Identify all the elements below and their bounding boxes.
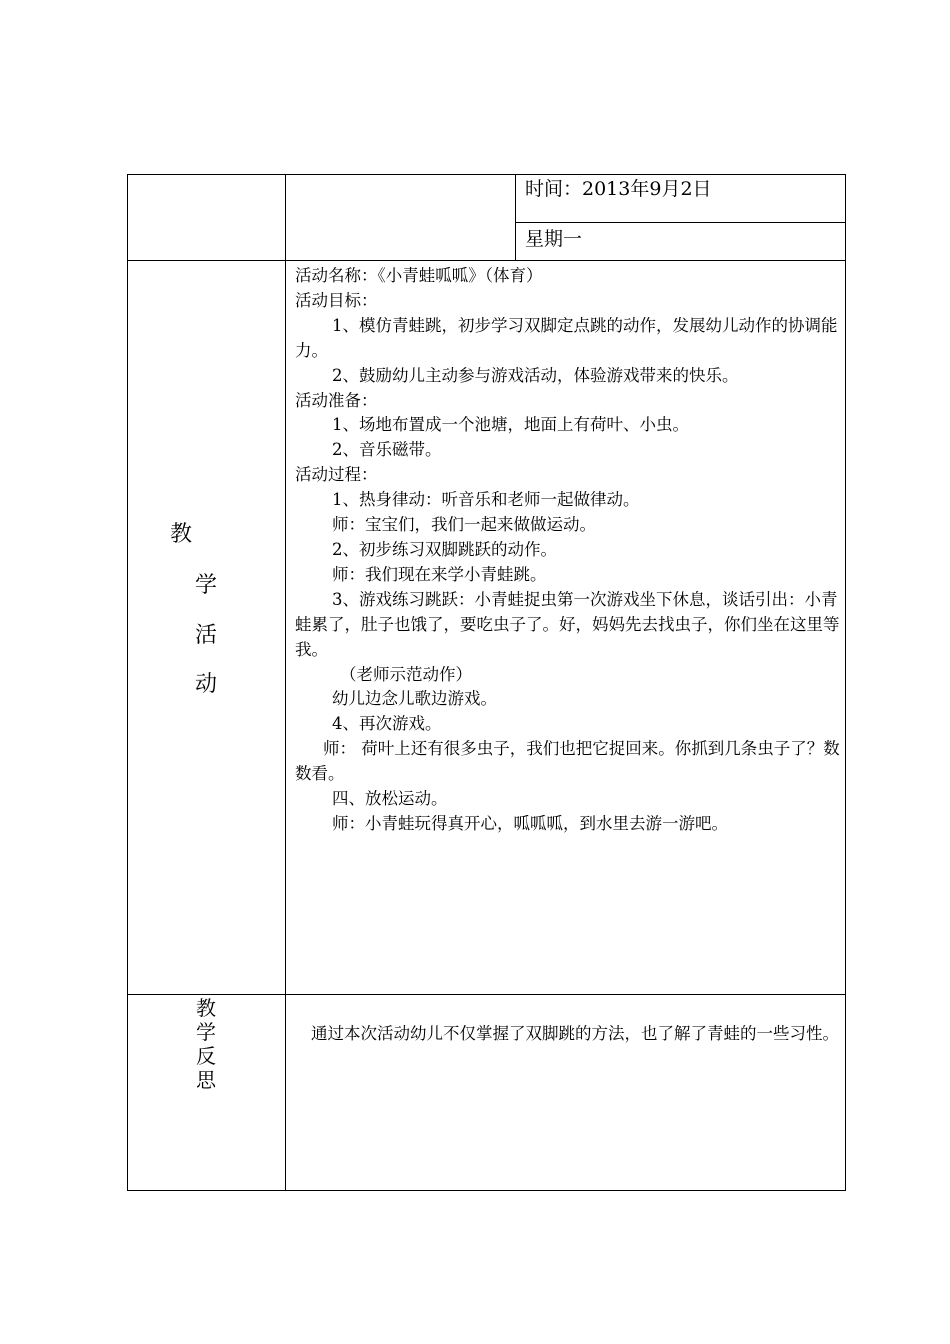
section-heading: 活动目标： [295, 290, 378, 310]
label-char: 学 [195, 573, 218, 598]
date-cell: 时间：2013年9月2日 [525, 178, 712, 200]
process-item: 师： 荷叶上还有很多虫子，我们也把它捉回来。你抓到几条虫子了？数数看。 [295, 739, 840, 784]
goal-item: 2、鼓励幼儿主动参与游戏活动，体验游戏带来的快乐。 [332, 365, 739, 385]
divider-col1 [285, 174, 286, 1191]
label-char: 教 [196, 996, 216, 1020]
process-item: 师：小青蛙玩得真开心，呱呱呱，到水里去游一游吧。 [332, 813, 728, 833]
process-item: 1、热身律动：听音乐和老师一起做律动。 [332, 490, 640, 510]
reflection-text: 通过本次活动幼儿不仅掌握了双脚跳的方法，也了解了青蛙的一些习性。 [311, 1024, 839, 1043]
prep-item: 1、场地布置成一个池塘，地面上有荷叶、小虫。 [332, 415, 689, 435]
section-heading: 活动准备： [295, 390, 378, 410]
process-item: 师：宝宝们，我们一起来做做运动。 [332, 515, 596, 535]
weekday-cell: 星期一 [525, 228, 583, 250]
prep-item: 2、音乐磁带。 [332, 440, 442, 460]
divider-header-col [515, 174, 516, 260]
goal-item: 1、模仿青蛙跳，初步学习双脚定点跳的动作，发展幼儿动作的协调能力。 [295, 315, 838, 360]
divider-row1 [127, 260, 846, 261]
process-item: 3、游戏练习跳跃：小青蛙捉虫第一次游戏坐下休息，谈话引出：小青蛙累了，肚子也饿了，要吃虫子了。好，妈妈先去找虫子，你们坐在这里等我。 [295, 589, 840, 659]
divider-header-mid [515, 222, 846, 223]
activity-title: 活动名称：《小青蛙呱呱》（体育） [295, 266, 543, 285]
process-item: 师：我们现在来学小青蛙跳。 [332, 564, 547, 584]
process-item: 幼儿边念儿歌边游戏。 [332, 689, 497, 709]
process-item: 2、初步练习双脚跳跃的动作。 [332, 539, 557, 559]
process-item: 四、放松运动。 [332, 789, 448, 809]
activity-content [295, 264, 843, 837]
label-char: 思 [196, 1068, 216, 1092]
label-char: 动 [195, 672, 218, 697]
label-char: 反 [196, 1044, 216, 1068]
label-char: 活 [195, 623, 218, 648]
label-char: 学 [196, 1020, 216, 1044]
label-char: 教 [170, 522, 193, 547]
section-heading: 活动过程： [295, 465, 378, 485]
process-item: 4、再次游戏。 [332, 714, 442, 734]
process-item: （老师示范动作） [340, 664, 472, 684]
divider-row2 [127, 994, 846, 995]
